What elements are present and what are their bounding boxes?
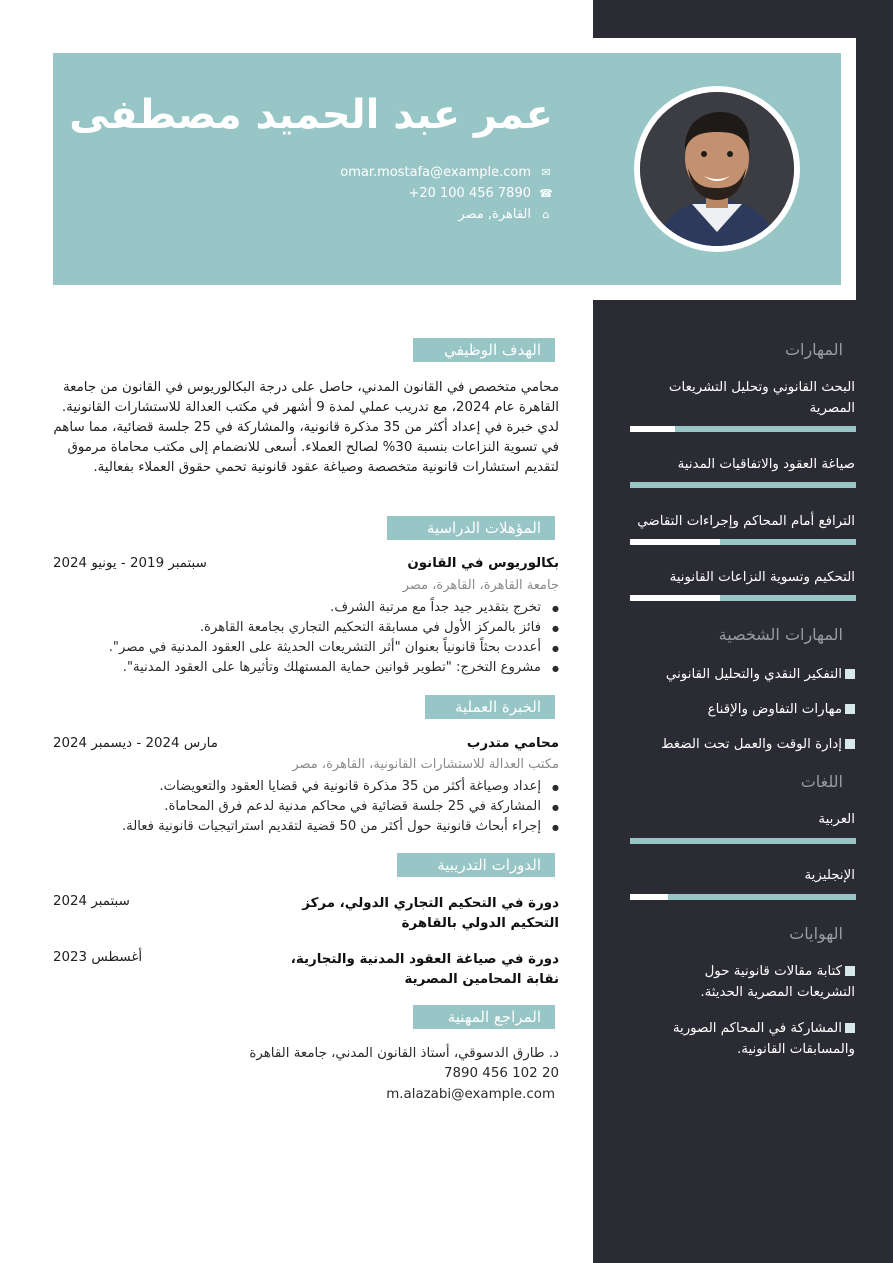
location-text: القاهرة, مصر [458, 207, 531, 222]
language-bar [630, 894, 856, 900]
square-bullet-icon [845, 966, 855, 976]
square-bullet-icon [845, 1023, 855, 1033]
courses-title: الدورات التدريبية [397, 853, 555, 877]
education-dates: سبتمبر 2019 - يونيو 2024 [53, 556, 207, 571]
reference-name: د. طارق الدسوقي، أستاذ القانون المدني، جامعة القاهرة [249, 1046, 559, 1061]
skill-label: التحكيم وتسوية النزاعات القانونية [669, 570, 855, 585]
skill-bar-fill [630, 595, 720, 601]
square-bullet-icon [845, 669, 855, 679]
personal-skill-label: إدارة الوقت والعمل تحت الضغط [661, 737, 842, 752]
skill-bar-fill [630, 426, 675, 432]
contact-phone[interactable] [408, 186, 553, 201]
course-name: دورة في صياغة العقود المدنية والتجارية، نقابة المحامين المصرية [290, 952, 559, 987]
email-text: omar.mostafa@example.com [340, 165, 531, 180]
list-item: ● المشاركة في 25 جلسة قضائية في محاكم مدنية لدعم فرق المحاماة. [21, 797, 541, 817]
list-item: ● فائز بالمركز الأول في مسابقة التحكيم التجاري بجامعة القاهرة. [21, 618, 541, 638]
personal-skill [615, 664, 855, 685]
course-date: أغسطس 2023 [53, 950, 143, 965]
email-icon: ✉ [541, 166, 551, 179]
hobby-label: المشاركة في المحاكم الصورية والمسابقات القانونية. [672, 1021, 855, 1057]
language-label: العربية [818, 812, 855, 827]
phone-text: +20 100 456 7890 [408, 186, 531, 201]
degree: بكالوريوس في القانون [407, 556, 559, 571]
personal-skill [615, 699, 855, 720]
list-item: ● إعداد وصياغة أكثر من 35 مذكرة قانونية في قضايا العقود والتعويضات. [21, 777, 541, 797]
contact-email[interactable] [340, 165, 553, 180]
references-title: المراجع المهنية [413, 1005, 555, 1029]
phone-icon: ☎ [539, 187, 553, 200]
list-item: ● أعددت بحثاً قانونياً بعنوان "أثر التشريعات الحديثة على العقود المدنية في مصر". [21, 638, 541, 658]
contact-location [458, 207, 553, 222]
home-icon: ⌂ [542, 208, 550, 221]
profile-photo [640, 92, 794, 246]
square-bullet-icon [845, 704, 855, 714]
list-item: ● مشروع التخرج: "تطوير قوانين حماية المستهلك وتأثيرها على العقود المدنية". [21, 658, 541, 678]
list-item: ● إجراء أبحاث قانونية حول أكثر من 50 قضية لتقديم استراتيجيات قانونية فعالة. [21, 817, 541, 837]
personal-skill [615, 734, 855, 755]
skill-bar [630, 539, 856, 545]
language-bar-fill [630, 894, 668, 900]
reference-phone: 20 102 456 7890 [443, 1066, 559, 1081]
education-bullets [21, 598, 559, 678]
language-bar [630, 838, 856, 844]
personal-skill-label: مهارات التفاوض والإقناع [707, 702, 842, 717]
reference-email[interactable]: m.alazabi@example.com [386, 1087, 555, 1102]
hobby-item [655, 1018, 855, 1060]
skill-bar [630, 482, 856, 488]
personal-skill-label: التفكير النقدي والتحليل القانوني [665, 667, 842, 682]
candidate-name: عمر عبد الحميد مصطفى [69, 92, 553, 138]
experience-title: الخبرة العملية [425, 695, 555, 719]
list-item: ● تخرج بتقدير جيد جداً مع مرتبة الشرف. [21, 598, 541, 618]
course-name: دورة في التحكيم التجاري الدولي، مركز التحكيم الدولي بالقاهرة [302, 896, 559, 931]
job-role: محامي متدرب [466, 736, 559, 751]
hobby-item [655, 961, 855, 1003]
skills-title: المهارات [784, 340, 843, 359]
personal-skills-title: المهارات الشخصية [718, 625, 843, 644]
language-label: الإنجليزية [804, 868, 855, 883]
skill-bar [630, 426, 856, 432]
skill-bar-fill [630, 539, 720, 545]
education-title: المؤهلات الدراسية [387, 516, 555, 540]
objective-text: محامي متخصص في القانون المدني، حاصل على درجة البكالوريوس في القانون من جامعة القاهرة عام 2024، مع تدريب عملي لمدة 9 أشهر في مكتب العدالة للاستشارات القانونية. لدي خبرة في إعداد أكثر من 35 مذكرة قانونية، والمشاركة في 25 جلسة قضائية، مما ساهم في تسوية النزاعات بنسبة 30% لصالح العملاء. أسعى للانضمام إلى مكتب محاماة مرموق لتقديم استشارات قانونية متخصصة وصياغة عقود قانونية تحمي حقوق العملاء بفعالية. [53, 380, 559, 475]
company: مكتب العدالة للاستشارات القانونية، القاهرة، مصر [292, 757, 559, 772]
objective-title: الهدف الوظيفي [413, 338, 555, 362]
course-date: سبتمبر 2024 [53, 894, 130, 909]
hobbies-title: الهوايات [789, 924, 843, 943]
skill-label: صياغة العقود والاتفاقيات المدنية [677, 457, 855, 472]
school: جامعة القاهرة، القاهرة، مصر [402, 578, 559, 593]
experience-bullets [21, 777, 559, 837]
skill-bar [630, 595, 856, 601]
skill-label: الترافع أمام المحاكم وإجراءات التقاضي [637, 514, 855, 529]
skill-label: البحث القانوني وتحليل التشريعات المصرية [668, 380, 855, 416]
languages-title: اللغات [800, 772, 843, 791]
square-bullet-icon [845, 739, 855, 749]
hobby-label: كتابة مقالات قانونية حول التشريعات المصرية الحديثة. [700, 964, 855, 1000]
experience-dates: مارس 2024 - ديسمبر 2024 [53, 736, 218, 751]
